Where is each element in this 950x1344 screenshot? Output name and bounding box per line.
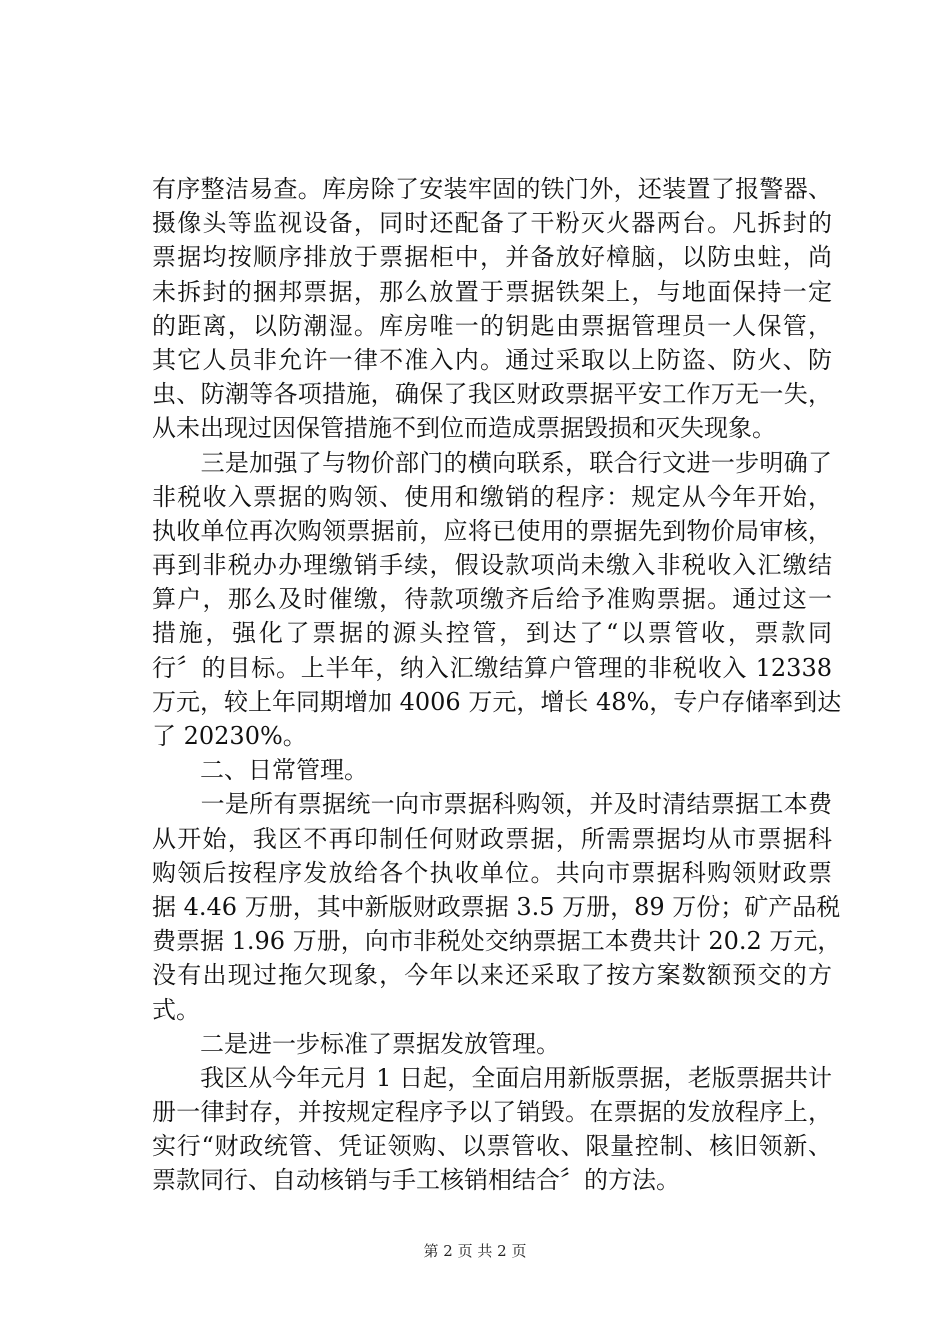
text-line: 行〞的目标。上半年，纳入汇缴结算户管理的非税收入 12338	[152, 653, 832, 682]
text-line: 从未出现过因保管措施不到位而造成票据毁损和灭失现象。	[152, 414, 776, 443]
text-line: 从开始，我区不再印制任何财政票据，所需票据均从市票据科	[152, 824, 832, 853]
text-line: 二是进一步标准了票据发放管理。	[152, 1029, 560, 1058]
text-line: 万元，较上年同期增加 4006 万元，增长 48%，专户存储率到达	[152, 687, 842, 716]
text-line: 再到非税办办理缴销手续，假设款项尚未缴入非税收入汇缴结	[152, 551, 832, 580]
text-line: 虫、防潮等各项措施，确保了我区财政票据平安工作万无一失，	[152, 380, 832, 409]
text-line: 没有出现过拖欠现象，今年以来还采取了按方案数额预交的方	[152, 961, 832, 990]
text-line: 费票据 1.96 万册，向市非税处交纳票据工本费共计 20.2 万元，	[152, 927, 842, 956]
text-line: 的距离，以防潮湿。库房唯一的钥匙由票据管理员一人保管，	[152, 311, 832, 340]
text-line: 我区从今年元月 1 日起，全面启用新版票据，老版票据共计	[152, 1063, 832, 1092]
text-line: 实行“财政统管、凭证领购、以票管收、限量控制、核旧领新、	[152, 1132, 832, 1161]
text-line: 三是加强了与物价部门的横向联系，联合行文进一步明确了	[152, 448, 832, 477]
text-line: 式。	[152, 995, 200, 1024]
text-line: 非税收入票据的购领、使用和缴销的程序：规定从今年开始，	[152, 482, 832, 511]
text-line: 其它人员非允许一律不准入内。通过采取以上防盗、防火、防	[152, 345, 832, 374]
text-line: 购领后按程序发放给各个执收单位。共向市票据科购领财政票	[152, 858, 832, 887]
text-line: 据 4.46 万册，其中新版财政票据 3.5 万册，89 万份；矿产品税	[152, 892, 841, 921]
text-line: 执收单位再次购领票据前，应将已使用的票据先到物价局审核，	[152, 516, 832, 545]
text-line: 摄像头等监视设备，同时还配备了干粉灭火器两台。凡拆封的	[152, 209, 832, 238]
text-line: 票据均按顺序排放于票据柜中，并备放好樟脑，以防虫蛀，尚	[152, 243, 832, 272]
text-line: 册一律封存，并按规定程序予以了销毁。在票据的发放程序上，	[152, 1098, 832, 1127]
text-line: 一是所有票据统一向市票据科购领，并及时清结票据工本费	[152, 790, 832, 819]
text-line: 措施，强化了票据的源头控管，到达了“以票管收，票款同	[152, 619, 832, 648]
page-footer: 第 2 页 共 2 页	[423, 1242, 527, 1260]
text-line: 二、日常管理。	[152, 756, 368, 785]
text-line: 票款同行、自动核销与手工核销相结合〞的方法。	[152, 1166, 680, 1195]
document-body	[152, 172, 842, 1198]
text-line: 算户，那么及时催缴，待款项缴齐后给予准购票据。通过这一	[152, 585, 832, 614]
text-line: 有序整洁易查。库房除了安装牢固的铁门外，还装置了报警器、	[152, 175, 832, 203]
text-line: 未拆封的捆邦票据，那么放置于票据铁架上，与地面保持一定	[152, 277, 832, 306]
text-line: 了 20230%。	[152, 722, 307, 750]
